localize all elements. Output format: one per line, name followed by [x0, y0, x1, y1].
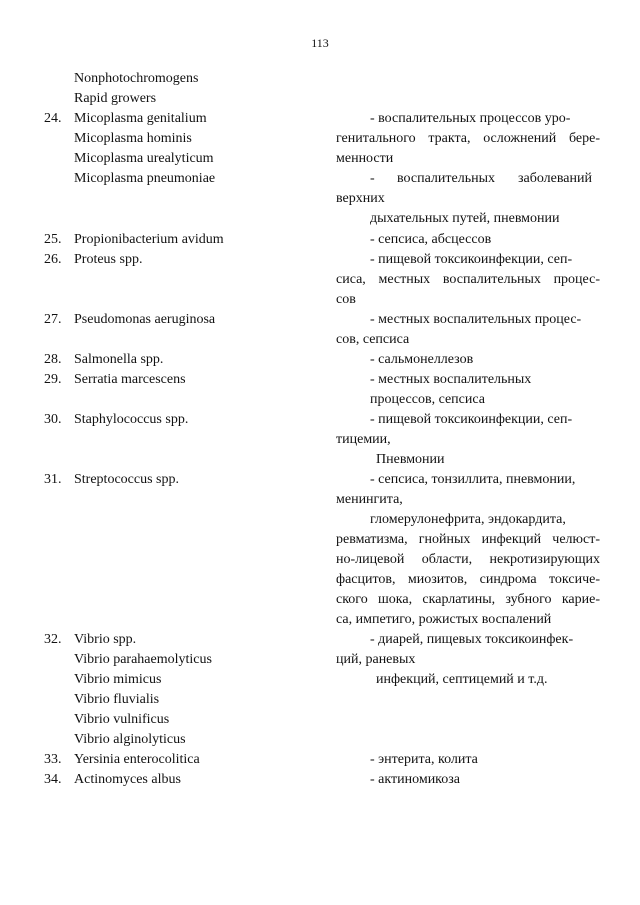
entry-number: 29.: [44, 372, 62, 387]
disease-text: - воспалительных процессов уро-: [370, 111, 571, 126]
entry-number: 26.: [44, 252, 62, 267]
entry-number: 34.: [44, 772, 62, 787]
entry-number: 33.: [44, 752, 62, 767]
organism-name: Vibrio vulnificus: [74, 712, 170, 727]
organism-name: Vibrio mimicus: [74, 672, 162, 687]
disease-text: - актиномикоза: [370, 772, 461, 787]
disease-text: - пищевой токсикоинфекции, сеп-: [370, 252, 573, 267]
disease-text: -: [370, 171, 375, 186]
organism-name: Vibrio fluvialis: [74, 692, 160, 707]
organism-name: Rapid growers: [74, 91, 157, 106]
disease-text: ского шока, скарлатины, зубного карие-: [336, 592, 600, 607]
organism-name: Serratia marcescens: [74, 372, 186, 387]
disease-text: воспалительных: [397, 171, 495, 186]
disease-text: ций, раневых: [336, 652, 416, 667]
disease-text: процессов, сепсиса: [370, 392, 485, 407]
organism-name: Vibrio spp.: [74, 632, 137, 647]
disease-text: - сепсиса, абсцессов: [370, 232, 492, 247]
disease-text: но-лицевой области, некротизирующих: [336, 552, 600, 567]
disease-text: - диарей, пищевых токсикоинфек-: [370, 632, 574, 647]
disease-text: са, импетиго, рожистых воспалений: [336, 612, 552, 627]
disease-text: - сальмонеллезов: [370, 352, 474, 367]
organism-name: Salmonella spp.: [74, 352, 164, 367]
disease-text: ревматизма, гнойных инфекций челюст-: [336, 532, 600, 547]
disease-text: - энтерита, колита: [370, 752, 478, 767]
disease-text: дыхательных путей, пневмонии: [370, 211, 560, 226]
organism-name: Pseudomonas aeruginosa: [74, 312, 216, 327]
entry-number: 30.: [44, 412, 62, 427]
organism-name: Micoplasma hominis: [74, 131, 192, 146]
disease-text: тицемии,: [336, 432, 391, 447]
disease-text: менности: [336, 151, 394, 166]
disease-text: сиса, местных воспалительных процес-: [336, 272, 600, 287]
entry-number: 31.: [44, 472, 62, 487]
organism-name: Staphylococcus spp.: [74, 412, 189, 427]
organism-name: Micoplasma genitalium: [74, 111, 207, 126]
disease-text: Пневмонии: [376, 452, 445, 467]
disease-text: сов, сепсиса: [336, 332, 410, 347]
disease-text: - местных воспалительных: [370, 372, 532, 387]
organism-name: Streptococcus spp.: [74, 472, 179, 487]
disease-text: инфекций, септицемий и т.д.: [376, 672, 548, 687]
page-number: 113: [311, 36, 329, 50]
organism-name: Micoplasma pneumoniae: [74, 171, 216, 186]
entry-number: 25.: [44, 232, 62, 247]
disease-text: - местных воспалительных процес-: [370, 312, 582, 327]
organism-name: Vibrio alginolyticus: [74, 732, 186, 747]
entry-number: 28.: [44, 352, 62, 367]
entry-number: 32.: [44, 632, 62, 647]
organism-name: Yersinia enterocolitica: [74, 752, 200, 767]
disease-text: гломерулонефрита, эндокардита,: [370, 512, 566, 527]
entry-number: 24.: [44, 111, 62, 126]
disease-text: сов: [336, 292, 356, 307]
disease-text: заболеваний: [518, 171, 592, 186]
disease-text: менингита,: [336, 492, 403, 507]
organism-name: Nonphotochromogens: [74, 71, 199, 86]
disease-text: верхних: [336, 191, 385, 206]
disease-text: - сепсиса, тонзиллита, пневмонии,: [370, 472, 576, 487]
organism-name: Vibrio parahaemolyticus: [74, 652, 212, 667]
organism-name: Actinomyces albus: [74, 772, 181, 787]
disease-text: - пищевой токсикоинфекции, сеп-: [370, 412, 573, 427]
disease-text: фасцитов, миозитов, синдрома токсиче-: [336, 572, 600, 587]
organism-name: Proteus spp.: [74, 252, 143, 267]
entry-number: 27.: [44, 312, 62, 327]
organism-name: Micoplasma urealyticum: [74, 151, 214, 166]
disease-text: генитального тракта, осложнений бере-: [336, 131, 600, 146]
organism-name: Propionibacterium avidum: [74, 232, 224, 247]
